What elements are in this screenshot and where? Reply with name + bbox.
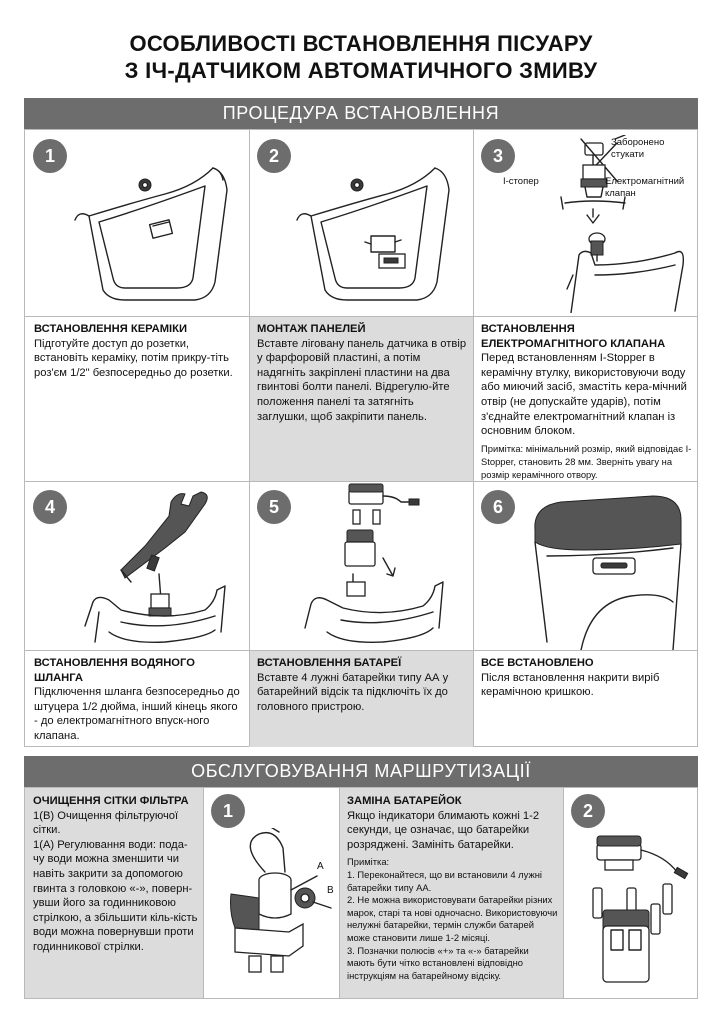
filter-text-2: 1(A) Регулювання води: пода-чу води можна зменшити чи навіть закрити за допомогою гвинта з головкою «-», поверн-увши його за годинниковою стрілкою, а збільшити кіль-кість води можна повернувши проти годинникової стрілки.: [33, 838, 198, 953]
step-6-body: Після встановлення накрити виріб керамічною кришкою.: [481, 671, 660, 699]
battery-pack-illustration: [567, 826, 697, 996]
service-step-1-number: 1: [211, 794, 245, 828]
step-2-number: 2: [257, 139, 291, 173]
step-6-number: 6: [481, 490, 515, 524]
label-forbidden: Заборонено стукати: [611, 137, 665, 160]
battery-note-2: 2. Не можна використовувати батарейки різних марок, старі та нові одночасно. Використовуючи нелужні батарейки, термін служби батарей може становити лише 1-2 місяці.: [347, 894, 558, 943]
step-3-number: 3: [481, 139, 515, 173]
filter-valve-illustration: [209, 828, 337, 996]
title-line-2: З ІЧ-ДАТЧИКОМ АВТОМАТИЧНОГО ЗМИВУ: [124, 58, 598, 83]
label-solenoid-valve: Електромагнітний клапан: [605, 176, 685, 199]
battery-note-3: 3. Позначки полюсів «+» та «-» батарейки мають бути чітко встановлені відповідно інструкціям на батарейному відсіку.: [347, 944, 529, 981]
step-5-body: Вставте 4 лужні батарейки типу АА у батарейний відсік та підключіть їх до головного пристрою.: [257, 671, 449, 713]
step-5-heading: ВСТАНОВЛЕННЯ БАТАРЕЇ: [257, 657, 402, 669]
filter-text-1: 1(B) Очищення фільтруючої сітки.: [33, 809, 179, 837]
urinal-ceramic-illustration: [65, 150, 235, 310]
battery-note-title: Примітка:: [347, 856, 390, 868]
step-3-note: Примітка: мінімальний розмір, який відповідає I-Stopper, становить 28 мм. Зверніть увагу на розмір керамічного отвору.: [481, 442, 692, 480]
step-5-number: 5: [257, 490, 291, 524]
install-section-header: ПРОЦЕДУРА ВСТАНОВЛЕННЯ: [24, 98, 698, 129]
label-a: A: [317, 861, 324, 872]
solenoid-valve-illustration: [525, 135, 697, 313]
page-title: [0, 30, 722, 84]
label-istopper: І-стопер: [503, 176, 539, 187]
installed-cover-illustration: [521, 492, 695, 650]
battery-note-1: 1. Переконайтеся, що ви встановили 4 лужні батарейки типу АА.: [347, 868, 542, 893]
title-line-1: ОСОБЛИВОСТІ ВСТАНОВЛЕННЯ ПІСУАРУ: [129, 31, 593, 56]
service-section-header: ОБСЛУГОВУВАННЯ МАРШРУТИЗАЦІЇ: [24, 756, 698, 787]
battery-install-illustration: [283, 478, 463, 650]
service-step-2-number: 2: [571, 794, 605, 828]
step-2-body: Вставте ліговану панель датчика в отвір у фарфоровій пластині, а потім надягніть закріплені пластини на два гвинтові болти панелі. Відрегулю-йте положення панелі та затягніть заглушки, щоб закріпити панель.: [257, 337, 467, 423]
filter-heading: ОЧИЩЕННЯ СІТКИ ФІЛЬТРА: [33, 795, 189, 807]
step-1-number: 1: [33, 139, 67, 173]
install-grid: [24, 129, 698, 747]
battery-body: Якщо індикатори блимають кожні 1-2 секунди, це означає, що батарейки розряджені. Замініть батарейки.: [347, 809, 540, 851]
label-b: B: [327, 885, 334, 896]
step-2-heading: МОНТАЖ ПАНЕЛЕЙ: [257, 323, 366, 335]
step-6-heading: ВСЕ ВСТАНОВЛЕНО: [481, 657, 594, 669]
water-hose-illustration: [65, 482, 243, 650]
step-1-body: Підготуйте доступ до розетки, встановіть кераміку, потім прикру-тіть роз'єм 1/2" безпосередньо до розетки.: [34, 337, 233, 379]
step-4-number: 4: [33, 490, 67, 524]
service-grid: [24, 787, 698, 999]
step-1-heading: ВСТАНОВЛЕННЯ КЕРАМІКИ: [34, 323, 188, 335]
step-4-heading: ВСТАНОВЛЕННЯ ВОДЯНОГО ШЛАНГА: [34, 657, 195, 684]
battery-heading: ЗАМІНА БАТАРЕЙОК: [347, 795, 462, 807]
step-3-heading: ВСТАНОВЛЕННЯ ЕЛЕКТРОМАГНІТНОГО КЛАПАНА: [481, 323, 666, 350]
step-3-body: Перед встановленням I-Stopper в керамічну втулку, використовуючи воду або миючий засіб, змастіть кера-мічний отвір (не допускайте ударів), потім з'єднайте електромагнітний клапан із основним блоком.: [481, 352, 687, 438]
step-4-body: Підключення шланга безпосередньо до штуцера 1/2 дюйма, інший кінець якого - до електромагнітного впуск-ного клапана.: [34, 686, 240, 742]
urinal-panel-illustration: [287, 150, 457, 310]
